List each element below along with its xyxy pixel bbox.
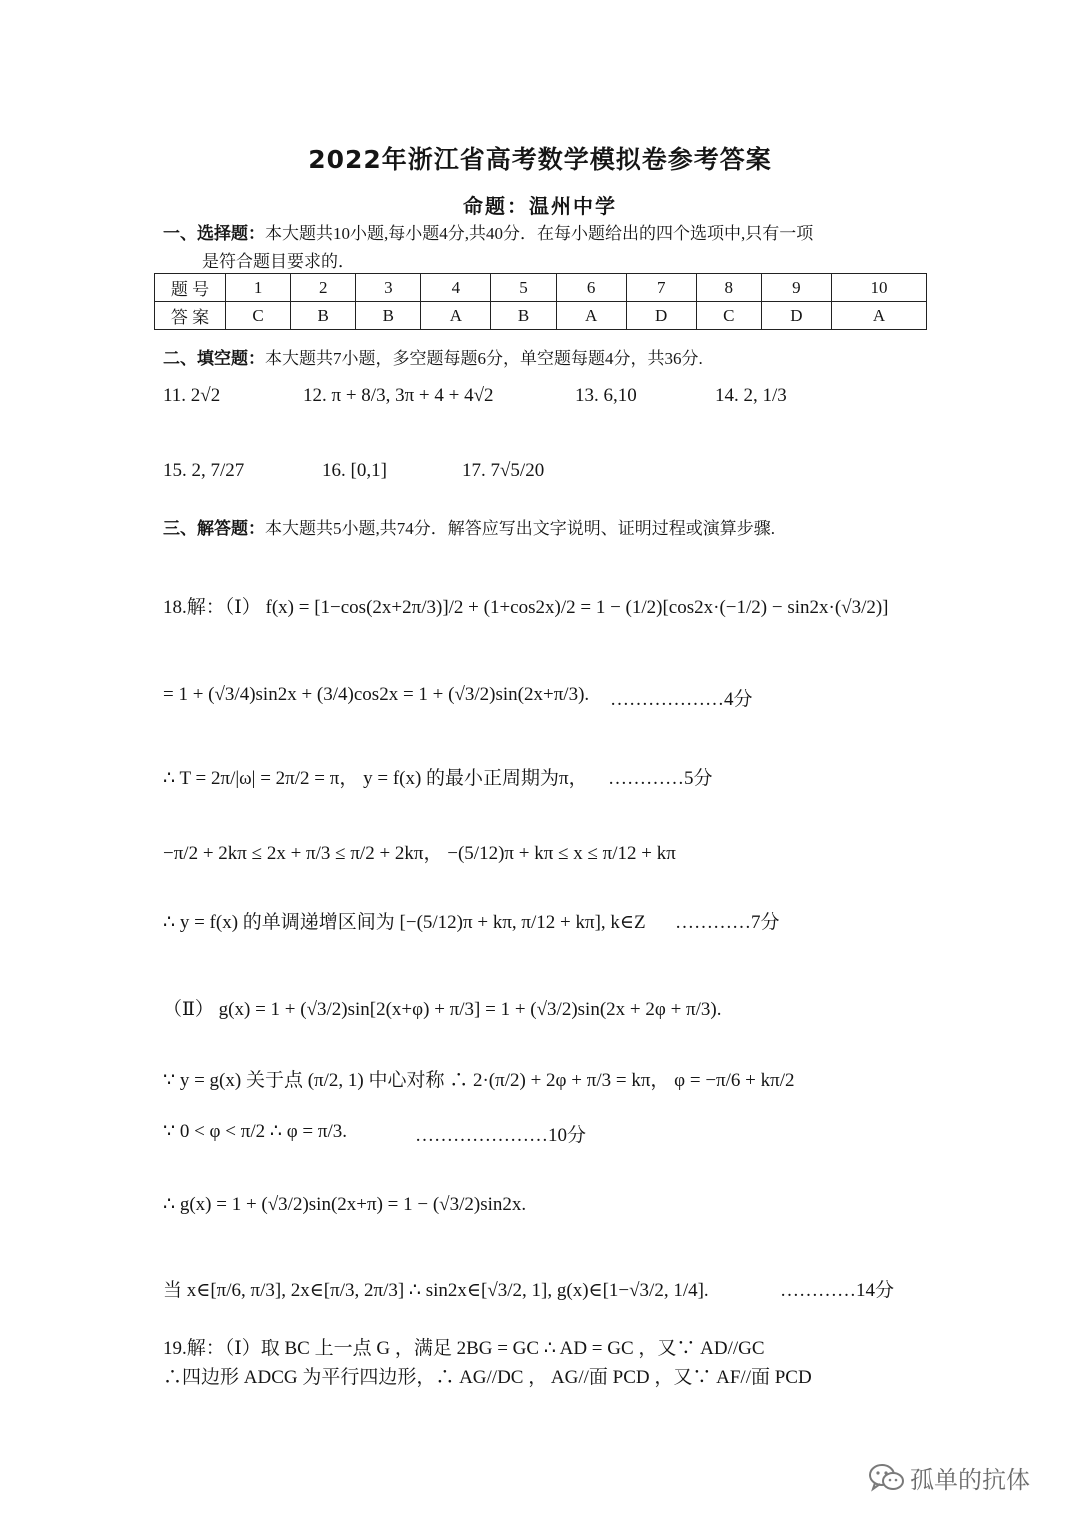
q18-score-10: …………………10分 [415,1125,587,1146]
section2-line [163,344,703,369]
q18-score-14: …………14分 [780,1280,895,1301]
q18-line2: = 1 + (√3/4)sin2x + (3/4)cos2x = 1 + (√3/2)sin(2x+π/3). [163,684,590,705]
q18-line6: （Ⅱ） g(x) = 1 + (√3/2)sin[2(x+φ) + π/3] = 1 + (√3/2)sin(2x + 2φ + π/3). [163,999,722,1020]
q19-line2: ∴四边形 ADCG 为平行四边形，∴ AG//DC ， AG//面 PCD ，又∵ AF//面 PCD [163,1367,812,1388]
q18-line7: ∵ y = g(x) 关于点 (π/2, 1) 中心对称 ∴ 2·(π/2) + 2φ + π/3 = kπ， φ = −π/6 + kπ/2 [163,1070,795,1091]
q18-line4: −π/2 + 2kπ ≤ 2x + π/3 ≤ π/2 + 2kπ， −(5/12)π + kπ ≤ x ≤ π/12 + kπ [163,843,676,864]
table-cell: 1 [226,274,291,302]
table-cell: A [831,302,926,330]
table-cell: D [626,302,696,330]
watermark-text: 孤单的抗体 [910,1466,1030,1494]
table-cell: 3 [356,274,421,302]
table-cell: 9 [761,274,831,302]
section2-heading: 二、填空题： [163,349,265,369]
table-cell: B [356,302,421,330]
table-cell: B [491,302,556,330]
section3-line [163,514,775,539]
table-cell: A [556,302,626,330]
q18-score-5: …………5分 [608,768,713,789]
table-cell: D [761,302,831,330]
table-cell: 8 [696,274,761,302]
q18-line1: 18.解：（Ⅰ） f(x) = [1−cos(2x+2π/3)]/2 + (1+cos2x)/2 = 1 − (1/2)[cos2x·(−1/2) − sin2x·(√3/2)] [163,597,889,618]
section1-desc-line2: 是符合题目要求的． [202,252,355,271]
fill-answer-16: 16. [0,1] [322,460,387,481]
q18-line5: ∴ y = f(x) 的单调递增区间为 [−(5/12)π + kπ, π/12 + kπ], k∈Z [163,912,646,933]
q18-line8: ∵ 0 < φ < π/2 ∴ φ = π/3. [163,1121,347,1142]
table-cell: 4 [421,274,491,302]
q18-line3: ∴ T = 2π/|ω| = 2π/2 = π， y = f(x) 的最小正周期为π， [163,768,588,789]
fill-answer-13: 13. 6,10 [575,385,637,406]
q19-line1: 19.解：（Ⅰ）取 BC 上一点 G ，满足 2BG = GC ∴ AD = GC ，又∵ AD//GC [163,1338,765,1359]
table-cell: 7 [626,274,696,302]
answer-table [154,273,927,330]
table-cell: C [226,302,291,330]
table-cell: 5 [491,274,556,302]
section1-desc-line1: 本大题共10小题,每小题4分,共40分．在每小题给出的四个选项中,只有一项 [265,224,814,243]
q18-score-4: ………………4分 [610,689,753,710]
table-cell: 2 [291,274,356,302]
table-cell: 10 [831,274,926,302]
section1-heading: 一、选择题： [163,224,265,244]
fill-answer-17: 17. 7√5/20 [462,460,545,481]
page-title: 2022年浙江省高考数学模拟卷参考答案 [308,145,772,174]
table-cell: B [291,302,356,330]
section3-heading: 三、解答题： [163,519,265,539]
q18-score-7: …………7分 [675,912,780,933]
table-cell: 6 [556,274,626,302]
fill-answer-12: 12. π + 8/3, 3π + 4 + 4√2 [303,385,494,406]
q18-line10: 当 x∈[π/6, π/3], 2x∈[π/3, 2π/3] ∴ sin2x∈[√3/2, 1], g(x)∈[1−√3/2, 1/4]. [163,1280,709,1301]
fill-answer-14: 14. 2, 1/3 [715,385,787,406]
section1-line1 [163,219,813,244]
watermark [868,1460,1030,1495]
table-header-cell: 答 案 [155,302,226,330]
table-row [155,274,927,302]
fill-answer-11: 11. 2√2 [163,385,221,406]
table-row [155,302,927,330]
q18-line9: ∴ g(x) = 1 + (√3/2)sin(2x+π) = 1 − (√3/2)sin2x. [163,1194,527,1215]
table-header-cell: 题 号 [155,274,226,302]
table-cell: C [696,302,761,330]
fill-answer-15: 15. 2, 7/27 [163,460,245,481]
page-subtitle: 命题：温州中学 [463,194,617,218]
section2-desc: 本大题共7小题，多空题每题6分，单空题每题4分，共36分. [265,349,703,368]
wechat-icon [868,1463,906,1493]
table-cell: A [421,302,491,330]
section3-desc: 本大题共5小题,共74分．解答应写出文字说明、证明过程或演算步骤. [265,519,775,538]
